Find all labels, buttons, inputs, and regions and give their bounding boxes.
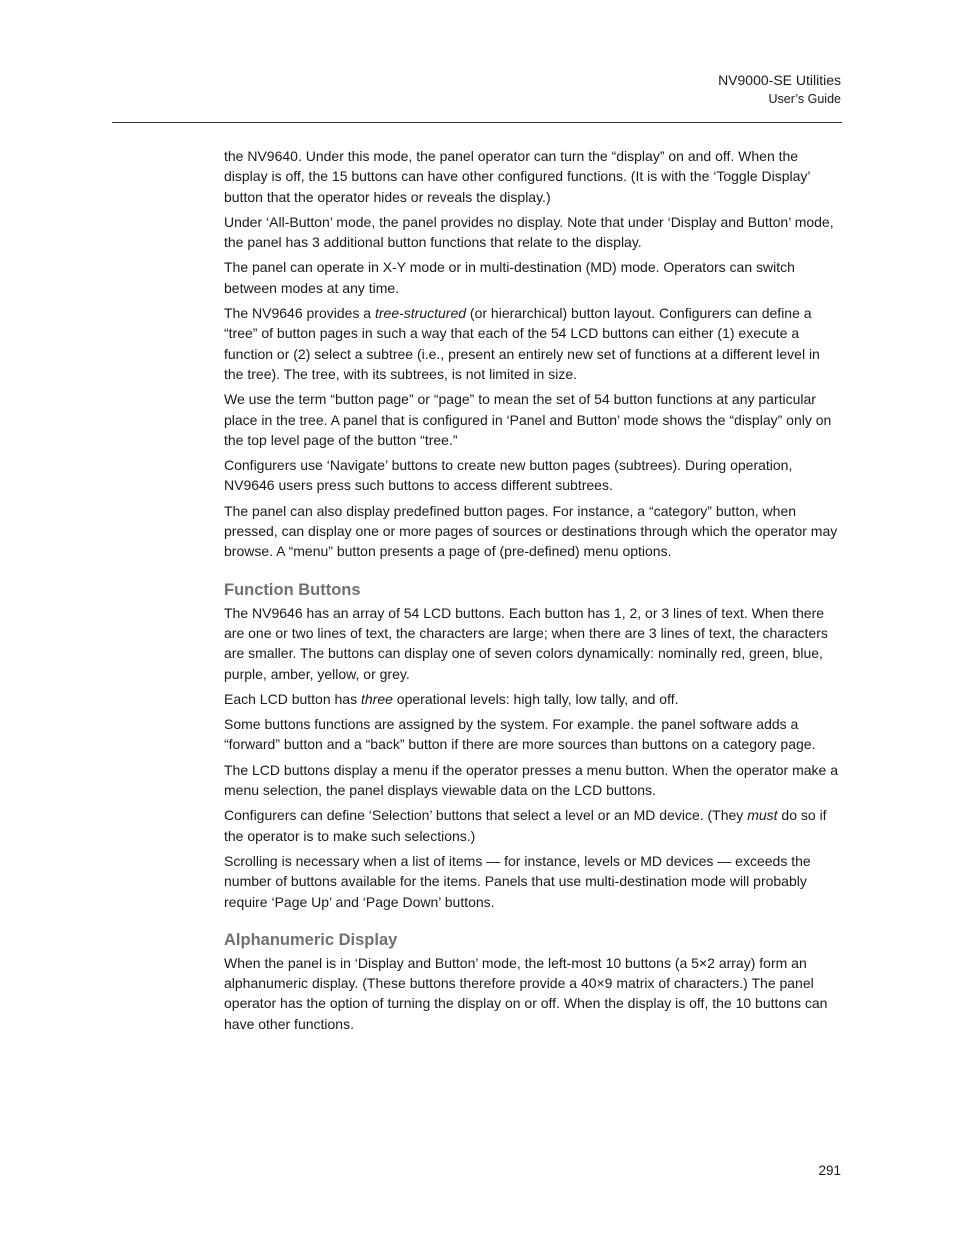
text-run: Configurers can define ‘Selection’ buttons that select a level or an MD device. (They	[224, 807, 748, 824]
page-number: 291	[818, 1163, 841, 1178]
paragraph: the NV9640. Under this mode, the panel operator can turn the “display” on and off. When the display is off, the 15 buttons can have other configured functions. (It is with the ‘Toggle Display’ button that the operator hides or reveals the display.)	[224, 148, 810, 205]
paragraph: When the panel is in ‘Display and Button’ mode, the left-most 10 buttons (a 5×2 array) form an alphanumeric display. (These buttons therefore provide a 40×9 matrix of characters.) The panel operator has the option of turning the display on or off. When the display is off, the 10 buttons can have other functions.	[224, 954, 828, 1032]
paragraph: The panel can also display predefined button pages. For instance, a “category” button, when pressed, can display one or more pages of sources or destinations through which the operator may browse. A “menu” button presents a page of (pre-defined) menu options.	[224, 502, 838, 560]
paragraph: Scrolling is necessary when a list of items — for instance, levels or MD devices — exceeds the number of buttons available for the items. Panels that use multi-destination mode will probably require ‘Page Up’ and ‘Page Down’ buttons.	[224, 852, 811, 910]
paragraph: Some buttons functions are assigned by the system. For example. the panel software adds a “forward” button and a “back” button if there are more sources than buttons on a category page.	[224, 716, 816, 753]
header-subtitle: User’s Guide	[768, 92, 841, 106]
emphasis: tree-structured	[374, 305, 467, 322]
section-heading-alphanumeric-display: Alphanumeric Display	[224, 930, 398, 949]
text-run: (or hierarchical) button layout. Configurers can define a “tree” of button pages in such a way that each of the 54 LCD buttons can either (1) execute a function or (2) select a subtree (i.e., present an entirely new set of functions at a different level in the tree). The tree, with its subtrees, is not limited in size.	[224, 305, 820, 382]
text-run: do so if the operator is to make such selections.)	[224, 807, 827, 844]
paragraph	[224, 303, 842, 384]
emphasis: three	[360, 690, 393, 707]
paragraph: We use the term “button page” or “page” to mean the set of 54 button functions at any particular place in the tree. A panel that is configured in ‘Panel and Button’ mode shows the “display” only on the top level page of the button “tree.”	[224, 391, 832, 448]
text-run: The NV9646 provides a	[224, 305, 375, 322]
header-title: NV9000-SE Utilities	[718, 72, 841, 88]
paragraph: The panel can operate in X-Y mode or in multi-destination (MD) mode. Operators can switch between modes at any time.	[224, 259, 795, 296]
paragraph: The LCD buttons display a menu if the operator presses a menu button. When the operator make a menu selection, the panel displays viewable data on the LCD buttons.	[224, 761, 839, 799]
paragraph: Under ‘All-Button’ mode, the panel provides no display. Note that under ‘Display and Button’ mode, the panel has 3 additional button functions that relate to the display.	[224, 213, 834, 251]
page-body	[224, 146, 842, 1039]
paragraph	[224, 689, 842, 709]
paragraph: The NV9646 has an array of 54 LCD buttons. Each button has 1, 2, or 3 lines of text. When there are one or two lines of text, the characters are large; when there are 3 lines of text, the characters are smaller. The buttons can display one of seven colors dynamically: nominally red, green, blue, purple, amber, yellow, or grey.	[224, 604, 828, 682]
section-heading-function-buttons: Function Buttons	[224, 580, 361, 599]
text-run: Each LCD button has	[224, 690, 361, 707]
paragraph: Configurers use ‘Navigate’ buttons to create new button pages (subtrees). During operation, NV9646 users press such buttons to access different subtrees.	[224, 457, 793, 494]
header-rule	[112, 122, 842, 123]
text-run: operational levels: high tally, low tally, and off.	[392, 690, 679, 707]
paragraph	[224, 805, 842, 846]
emphasis: must	[747, 807, 778, 824]
